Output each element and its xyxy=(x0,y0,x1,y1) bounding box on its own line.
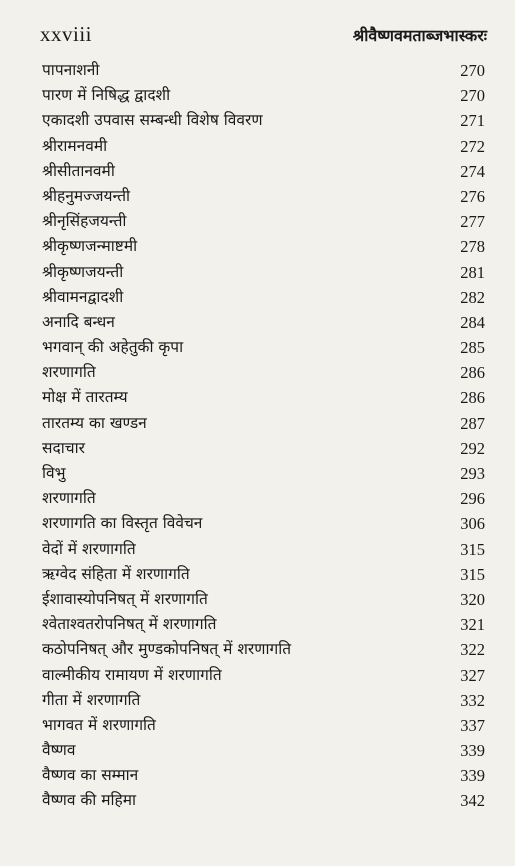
toc-entry-title: विभु xyxy=(42,464,66,482)
toc-entry-page: 282 xyxy=(460,287,485,307)
toc-entry-title: वैष्णव का सम्मान xyxy=(42,766,139,785)
toc-entry-page: 332 xyxy=(460,690,485,710)
toc-entry xyxy=(42,511,485,536)
toc-entry-title: श्रीवामनद्वादशी xyxy=(42,287,124,306)
toc-entry xyxy=(42,184,485,209)
toc-entry xyxy=(42,637,485,662)
page-number: xxviii xyxy=(40,22,93,46)
toc-entry-title: ईशावास्योपनिषत् में शरणागति xyxy=(42,589,208,608)
toc-entry-page: 320 xyxy=(460,589,485,609)
toc-entry xyxy=(42,134,485,159)
toc-entry-title: वाल्मीकीय रामायण में शरणागति xyxy=(42,665,222,684)
toc-entry xyxy=(42,411,485,436)
toc-entry-title: एकादशी उपवास सम्बन्धी विशेष विवरण xyxy=(42,111,263,130)
toc-entry-page: 272 xyxy=(460,136,485,156)
toc-entry-title: श्रीहनुमज्जयन्ती xyxy=(42,186,131,205)
toc-entry xyxy=(42,688,485,713)
toc-entry-page: 339 xyxy=(460,741,485,761)
toc-entry-title: ऋग्वेद संहिता में शरणागति xyxy=(42,564,190,583)
toc-entry-page: 293 xyxy=(460,464,485,483)
toc-entry-title: भगवान् की अहेतुकी कृपा xyxy=(42,338,184,357)
toc-entry-page: 315 xyxy=(460,564,485,584)
toc-entry-page: 278 xyxy=(460,237,485,257)
toc-entry-title: पारण में निषिद्ध द्वादशी xyxy=(42,86,171,105)
toc-entry xyxy=(42,83,485,108)
toc-entry xyxy=(42,335,485,360)
toc-entry-page: 270 xyxy=(460,61,485,80)
toc-entry-page: 337 xyxy=(460,715,485,735)
toc-entry-title: शरणागति का विस्तृत विवेचन xyxy=(42,514,203,533)
toc-entry-page: 270 xyxy=(460,86,485,106)
toc-entry-page: 292 xyxy=(460,438,485,458)
toc-entry-page: 321 xyxy=(460,615,485,635)
toc-entry-page: 287 xyxy=(460,413,485,433)
table-of-contents xyxy=(42,58,485,814)
toc-entry-title: श्रीरामनवमी xyxy=(42,136,108,155)
running-title: श्रीवैष्णवमताब्जभास्करः xyxy=(352,26,487,45)
toc-entry xyxy=(42,486,485,511)
toc-entry-page: 322 xyxy=(460,640,485,660)
toc-entry xyxy=(42,234,485,259)
toc-entry xyxy=(42,788,485,813)
toc-entry-title: श्रीकृष्णजन्माष्टमी xyxy=(42,237,138,256)
toc-entry-title: श्रीकृष्णजयन्ती xyxy=(42,262,124,281)
toc-entry xyxy=(42,58,485,83)
toc-entry xyxy=(42,310,485,335)
toc-entry-title: मोक्ष में तारतम्य xyxy=(42,388,128,407)
toc-entry-title: भागवत में शरणागति xyxy=(42,715,156,734)
toc-entry-title: श्रीनृसिंहजयन्ती xyxy=(42,212,127,231)
toc-entry xyxy=(42,587,485,612)
toc-entry-page: 271 xyxy=(460,111,485,131)
toc-entry xyxy=(42,436,485,461)
toc-entry-page: 339 xyxy=(460,766,485,786)
toc-entry-page: 286 xyxy=(460,388,485,408)
toc-entry-title: तारतम्य का खण्डन xyxy=(42,413,147,432)
toc-entry-page: 274 xyxy=(460,161,485,181)
toc-entry-title: शरणागति xyxy=(42,363,96,382)
toc-entry-page: 327 xyxy=(460,665,485,685)
toc-entry-page: 277 xyxy=(460,212,485,232)
toc-entry-page: 306 xyxy=(460,514,485,534)
toc-entry-title: शरणागति xyxy=(42,489,96,508)
toc-entry-page: 284 xyxy=(460,312,485,332)
toc-entry xyxy=(42,663,485,688)
toc-entry xyxy=(42,713,485,738)
toc-entry xyxy=(42,562,485,587)
toc-entry-title: श्वेताश्वतरोपनिषत् में शरणागति xyxy=(42,615,217,634)
toc-entry-title: वैष्णव xyxy=(42,741,76,760)
page-header xyxy=(40,22,487,48)
toc-entry-title: श्रीसीतानवमी xyxy=(42,161,115,180)
toc-entry-title: सदाचार xyxy=(42,438,85,457)
toc-entry xyxy=(42,738,485,763)
toc-entry-title: अनादि बन्धन xyxy=(42,312,115,331)
toc-entry-page: 276 xyxy=(460,186,485,206)
toc-entry-title: वैष्णव की महिमा xyxy=(42,791,137,810)
toc-entry xyxy=(42,763,485,788)
toc-entry-title: कठोपनिषत् और मुण्डकोपनिषत् में शरणागति xyxy=(42,640,292,659)
toc-entry-page: 286 xyxy=(460,363,485,383)
toc-entry-page: 315 xyxy=(460,539,485,559)
toc-entry-title: गीता में शरणागति xyxy=(42,690,141,709)
toc-entry xyxy=(42,612,485,637)
toc-entry xyxy=(42,461,485,486)
toc-entry-page: 285 xyxy=(460,338,485,358)
toc-entry xyxy=(42,209,485,234)
toc-entry xyxy=(42,285,485,310)
toc-entry xyxy=(42,385,485,410)
toc-entry xyxy=(42,537,485,562)
toc-entry-page: 281 xyxy=(460,262,485,282)
toc-entry xyxy=(42,260,485,285)
toc-entry-title: पापनाशनी xyxy=(42,61,100,79)
toc-entry-title: वेदों में शरणागति xyxy=(42,539,136,558)
toc-entry xyxy=(42,108,485,133)
toc-entry xyxy=(42,159,485,184)
toc-entry xyxy=(42,360,485,385)
toc-entry-page: 296 xyxy=(460,489,485,509)
toc-entry-page: 342 xyxy=(460,791,485,811)
